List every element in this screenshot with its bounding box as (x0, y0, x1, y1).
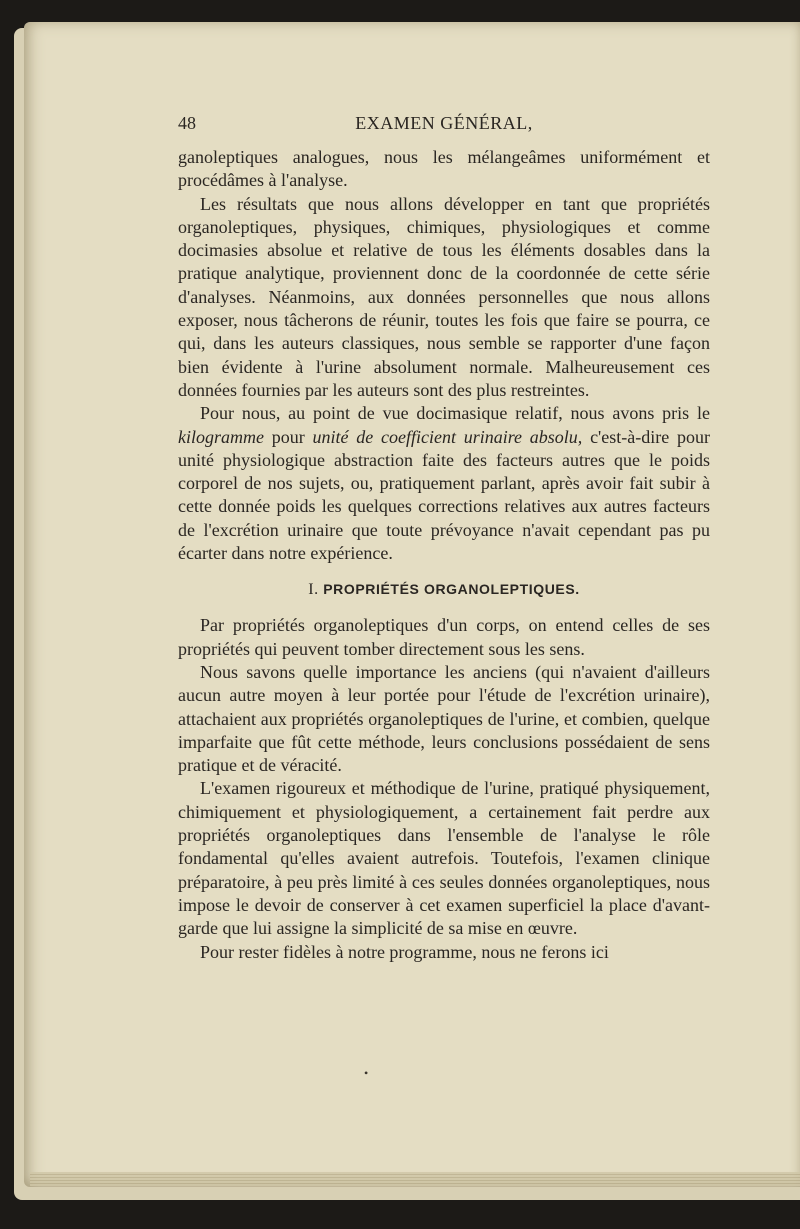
paragraph-anciens: Nous savons quelle importance les anciens (qui n'avaient d'ailleurs aucun autre moyen à leur portée pour l'étude de l'excrétion urinaire), attachaient aux propriétés organoleptiques de l'urine, et combien, quelque imparfaite que fût cette méthode, leurs conclusions possédaient de sens pratique et de véracité. (178, 661, 710, 776)
paragraph-text: c'est-à-dire pour unité physiologique abstraction faite des facteurs autres que le poids corporel de nos sujets, ou, pratiquement parlant, après avoir fait subir à cette donnée poids les quelques corrections relatives aux autres facteurs de l'excrétion urinaire que toute prévoyance n'avait cependant pas pu écarter dans notre expérience. (178, 426, 711, 564)
paragraph-text: pour (263, 426, 313, 447)
paragraph-definition: Par propriétés organoleptiques d'un corps, on entend celles de ses propriétés qui peuvent tomber directement sous les sens. (178, 615, 710, 659)
paragraph-continued: ganoleptiques analogues, nous les mélangeâmes uniformément et procédâmes à l'analyse. (178, 147, 710, 191)
ornament-dot: • (364, 1066, 369, 1080)
paragraph-examen: L'examen rigoureux et méthodique de l'urine, pratiqué physiquement, chimiquement et physiologiquement, a certainement fait perdre aux propriétés organoleptiques dans l'ensemble de l'analyse le rôle fondamental qu'elles avaient autrefois. Toutefois, l'examen clinique préparatoire, à peu près limité à ces seules données organoleptiques, nous impose le devoir de conserver à cet examen superficiel la place d'avant-garde que lui assigne la simplicité de sa mise en œuvre. (178, 778, 710, 939)
section-heading (178, 579, 710, 600)
paragraph-programme: Pour rester fidèles à notre programme, nous ne ferons ici (200, 941, 609, 962)
paragraph-text: Pour nous, au point de vue docimasique relatif, nous avons pris le (200, 403, 710, 424)
page-edges (30, 1172, 800, 1186)
section-number: I. (308, 581, 319, 599)
paragraph-coefficient (178, 402, 710, 565)
page-header (178, 113, 710, 139)
emphasis-kilogramme: kilogramme (178, 426, 264, 447)
page-body (178, 146, 710, 964)
paragraph-results: Les résultats que nous allons développer en tant que propriétés organoleptiques, physiques, chimiques, physiologiques et comme docimasies absolue et relative de tous les éléments dosables dans la pratique analytique, proviennent donc de la coordonnée de cette série d'analyses. Néanmoins, aux données personnelles que nous allons exposer, nous tâcherons de réunir, toutes les fois que faire se pourra, ce qui, dans les auteurs classiques, nous semble se rapporter d'une façon bien évidente à l'urine absolument normale. Malheureusement ces données fournies par les auteurs sont des plus restreintes. (178, 193, 710, 400)
emphasis-unite: unité de coefficient urinaire absolu, (312, 426, 583, 447)
page-number: 48 (178, 113, 196, 133)
running-head: EXAMEN GÉNÉRAL, (355, 113, 533, 133)
section-title: PROPRIÉTÉS ORGANOLEPTIQUES. (323, 581, 580, 598)
